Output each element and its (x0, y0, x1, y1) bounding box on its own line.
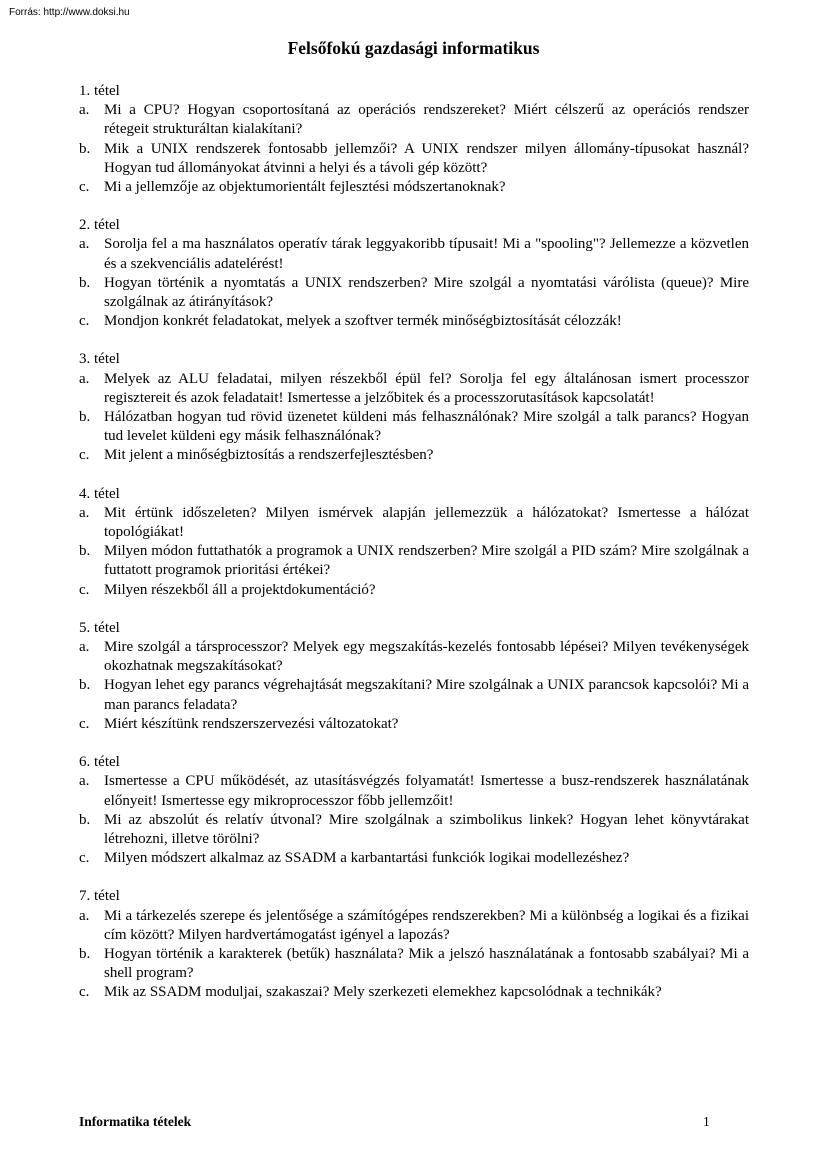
topic-list (79, 82, 749, 1022)
question-item (79, 178, 749, 197)
question-letter: a. (79, 504, 90, 521)
question-text: Milyen módon futtathatók a programok a UNIX rendszerben? Mire szolgál a PID szám? Mire szolgálnak a futtatott programok prioritási értékei? (104, 543, 749, 579)
question-letter: b. (79, 543, 91, 560)
question-letter: b. (79, 140, 91, 157)
question-letter: c. (79, 581, 90, 598)
question-text: Mit jelent a minőségbiztosítás a rendszerfejlesztésben? (104, 447, 434, 464)
topic-heading: 4. tétel (79, 485, 120, 502)
question-text: Sorolja fel a ma használatos operatív tárak leggyakoribb típusait! Mi a "spooling"? Jellemezze a közvetlen és a szekvenciális adatelérést! (104, 236, 749, 272)
question-text: Melyek az ALU feladatai, milyen részekből épül fel? Sorolja fel egy általánosan ismert processzor regisztereit és azok feladatait! Ismertesse a jelzőbitek és a processzorutasítások kapcsolatát! (104, 370, 749, 406)
topic-7 (79, 887, 749, 1002)
question-item (79, 676, 749, 714)
question-item (79, 983, 749, 1002)
topic-heading: 3. tétel (79, 351, 120, 368)
question-text: Hálózatban hogyan tud rövid üzenetet küldeni más felhasználónak? Mire szolgál a talk parancs? Hogyan tud levelet küldeni egy másik felhasználónak? (104, 409, 749, 445)
question-letter: c. (79, 850, 90, 867)
question-item (79, 235, 749, 273)
question-letter: b. (79, 945, 91, 962)
question-item (79, 140, 749, 178)
question-text: Mi az abszolút és relatív útvonal? Mire szolgálnak a szimbolikus linkek? Hogyan lehet könyvtárakat létrehozni, illetve törölni? (104, 811, 749, 847)
question-letter: a. (79, 370, 90, 387)
topic-heading: 6. tétel (79, 754, 120, 771)
question-item (79, 370, 749, 408)
question-letter: c. (79, 984, 90, 1001)
question-text: Miért készítünk rendszerszervezési változatokat? (104, 715, 399, 732)
question-text: Mondjon konkrét feladatokat, melyek a szoftver termék minőségbiztosítását célozzák! (104, 313, 622, 330)
question-text: Milyen módszert alkalmaz az SSADM a karbantartási funkciók logikai modellezéshez? (104, 850, 630, 867)
question-item (79, 849, 749, 868)
question-text: Mit értünk időszeleten? Milyen ismérvek alapján jellemezzük a hálózatokat? Ismertesse a hálózat topológiákat! (104, 504, 749, 541)
question-letter: a. (79, 236, 90, 253)
question-letter: b. (79, 274, 91, 291)
question-text: Hogyan történik a nyomtatás a UNIX rendszerben? Mire szolgál a nyomtatási várólista (queue)? Mire szolgálnak az átirányítások? (104, 274, 749, 311)
question-letter: c. (79, 447, 90, 464)
question-text: Ismertesse a CPU működését, az utasításvégzés folyamatát! Ismertesse a busz-rendszerek használatának előnyeit! Ismertesse egy mikroprocesszor főbb jellemzőit! (104, 773, 749, 809)
question-text: Mi a CPU? Hogyan csoportosítaná az operációs rendszereket? Miért célszerű az operációs rendszer rétegeit strukturáltan kialakítani? (104, 102, 749, 138)
question-text: Mi a tárkezelés szerepe és jelentősége a számítógépes rendszerekben? Mi a különbség a logikai és a fizikai cím között? Milyen hardvertámogatást igényel a lapozás? (104, 907, 749, 943)
topic-1 (79, 82, 749, 197)
page-number: 1 (703, 1114, 710, 1129)
question-letter: c. (79, 179, 90, 196)
topic-heading: 7. tétel (79, 888, 120, 905)
question-item (79, 772, 749, 810)
question-letter: c. (79, 313, 90, 330)
question-item (79, 907, 749, 945)
question-text: Mire szolgál a társprocesszor? Melyek egy megszakítás-kezelés fontosabb lépései? Milyen tevékenységek okozhatnak megszakításokat? (104, 639, 749, 675)
question-item (79, 101, 749, 139)
source-note: Forrás: http://www.doksi.hu (9, 7, 130, 18)
question-letter: b. (79, 811, 91, 828)
question-letter: b. (79, 409, 91, 426)
question-letter: a. (79, 907, 90, 924)
topic-5 (79, 619, 749, 734)
footer-label: Informatika tételek (79, 1114, 192, 1129)
question-item (79, 408, 749, 446)
question-item (79, 811, 749, 849)
question-item (79, 504, 749, 542)
question-letter: b. (79, 677, 91, 694)
topic-2 (79, 216, 749, 331)
topic-3 (79, 350, 749, 465)
topic-4 (79, 485, 749, 600)
question-item (79, 581, 749, 600)
question-text: Hogyan lehet egy parancs végrehajtását megszakítani? Mire szolgálnak a UNIX parancsok kapcsolói? Mi a man parancs feladata? (104, 677, 749, 713)
question-text: Milyen részekből áll a projektdokumentáció? (104, 581, 376, 598)
question-item (79, 446, 749, 465)
topic-heading: 5. tétel (79, 619, 120, 636)
question-letter: a. (79, 773, 90, 790)
question-text: Mik a UNIX rendszerek fontosabb jellemzői? A UNIX rendszer milyen állomány-típusokat használ? Hogyan tud állományokat átvinni a helyi és a távoli gép között? (104, 140, 749, 176)
question-item (79, 945, 749, 983)
question-item (79, 312, 749, 331)
question-letter: a. (79, 102, 90, 119)
topic-heading: 2. tétel (79, 217, 120, 234)
topic-6 (79, 753, 749, 868)
question-text: Mi a jellemzője az objektumorientált fejlesztési módszertanoknak? (104, 179, 506, 196)
topic-heading: 1. tétel (79, 83, 120, 99)
question-letter: c. (79, 715, 90, 732)
question-item (79, 638, 749, 676)
question-text: Mik az SSADM moduljai, szakaszai? Mely szerkezeti elemekhez kapcsolódnak a technikák? (104, 984, 662, 1001)
question-item (79, 542, 749, 580)
question-text: Hogyan történik a karakterek (betűk) használata? Mik a jelszó használatának a fontosabb szabályai? Mi a shell program? (104, 945, 749, 982)
question-letter: a. (79, 639, 90, 656)
document-title: Felsőfokú gazdasági informatikus (287, 38, 540, 58)
question-item (79, 715, 749, 734)
question-item (79, 274, 749, 312)
